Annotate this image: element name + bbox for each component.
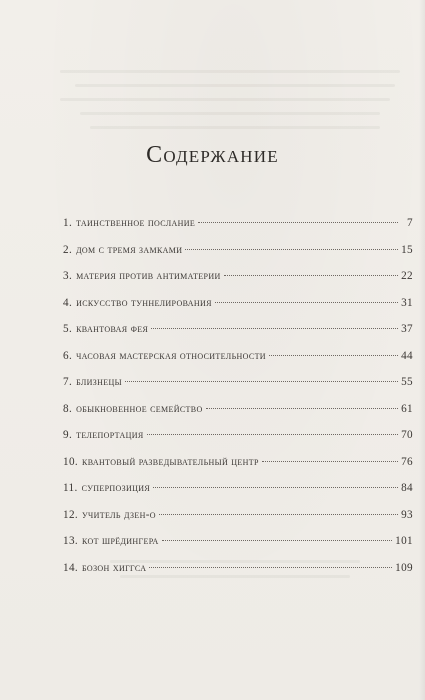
toc-dot-leader xyxy=(159,514,398,515)
toc-entry-title: учитель дзен-о xyxy=(82,508,156,521)
toc-entry xyxy=(63,270,413,297)
toc-dot-leader xyxy=(198,222,398,223)
toc-dot-leader xyxy=(151,328,398,329)
toc-entry-title: бозон хиггса xyxy=(82,561,147,574)
toc-entry-page-number: 22 xyxy=(401,270,413,282)
toc-entry-number: 8. xyxy=(63,402,73,415)
toc-entry-number: 7. xyxy=(63,376,73,388)
toc-entry xyxy=(63,482,413,509)
toc-dot-leader xyxy=(125,381,398,382)
toc-entry-number: 10. xyxy=(63,455,79,468)
toc-entry-number: 11. xyxy=(63,482,78,494)
toc-entry xyxy=(63,217,413,244)
toc-entry xyxy=(63,244,413,271)
toc-entry-title: квантовый разведывательный центр xyxy=(82,455,259,468)
toc-dot-leader xyxy=(185,249,398,250)
toc-dot-leader xyxy=(215,302,398,303)
page-edge-shadow xyxy=(419,0,425,700)
toc-entry-title: обыкновенное семейство xyxy=(76,402,203,415)
toc-entry xyxy=(63,562,413,589)
page-title: Содержание xyxy=(146,142,279,168)
toc-entry-page-number: 7 xyxy=(407,217,413,229)
toc-entry-page-number: 76 xyxy=(401,455,413,468)
toc-entry-page-number: 31 xyxy=(401,296,413,309)
toc-entry-title: дом с тремя замками xyxy=(76,243,183,256)
toc-entry xyxy=(63,429,413,456)
toc-entry-number: 12. xyxy=(63,508,79,521)
toc-entry-page-number: 70 xyxy=(401,429,413,441)
toc-dot-leader xyxy=(153,487,398,488)
bleed-through-line xyxy=(80,112,380,115)
toc-entry-number: 5. xyxy=(63,323,73,335)
toc-dot-leader xyxy=(269,355,398,356)
toc-entry-title: искусство туннелирования xyxy=(76,296,212,309)
toc-entry-page-number: 84 xyxy=(401,482,413,494)
toc-dot-leader xyxy=(262,461,398,462)
toc-entry-number: 2. xyxy=(63,243,73,256)
toc-dot-leader xyxy=(162,540,392,541)
toc-entry-number: 4. xyxy=(63,296,73,309)
toc-dot-leader xyxy=(224,275,398,276)
toc-entry-number: 6. xyxy=(63,349,73,362)
toc-entry-number: 3. xyxy=(63,270,73,282)
toc-entry-page-number: 109 xyxy=(395,561,413,574)
toc-entry-title: кот шрёдингера xyxy=(82,535,159,547)
toc-entry-page-number: 44 xyxy=(401,349,413,362)
toc-entry-page-number: 101 xyxy=(395,535,413,547)
toc-entry-title: близнецы xyxy=(76,376,122,388)
toc-entry-title: суперпозиция xyxy=(81,482,151,494)
toc-entry-title: таинственное послание xyxy=(76,217,196,229)
toc-entry-page-number: 93 xyxy=(401,508,413,521)
bleed-through-line xyxy=(60,70,400,73)
toc-dot-leader xyxy=(206,408,398,409)
bleed-through-line xyxy=(60,98,390,101)
toc-entry xyxy=(63,376,413,403)
toc-entry-page-number: 37 xyxy=(401,323,413,335)
toc-entry xyxy=(63,535,413,562)
toc-entry-page-number: 55 xyxy=(401,376,413,388)
toc-entry-title: телепортация xyxy=(76,429,144,441)
toc-entry xyxy=(63,350,413,377)
toc-dot-leader xyxy=(149,567,392,568)
toc-dot-leader xyxy=(147,434,398,435)
toc-entry-title: материя против антиматерии xyxy=(76,270,221,282)
toc-entry xyxy=(63,323,413,350)
toc-entry-title: квантовая фея xyxy=(76,323,149,335)
bleed-through-line xyxy=(75,84,395,87)
toc-entry-page-number: 15 xyxy=(401,243,413,256)
toc-entry xyxy=(63,403,413,430)
toc-entry-number: 1. xyxy=(63,217,73,229)
bleed-through-line xyxy=(90,126,380,129)
toc-entry xyxy=(63,456,413,483)
toc-entry xyxy=(63,297,413,324)
toc-entry-number: 14. xyxy=(63,561,79,574)
toc-entry-number: 9. xyxy=(63,429,73,441)
toc-entry-title: часовая мастерская относительности xyxy=(76,349,266,362)
table-of-contents xyxy=(63,217,413,588)
toc-entry-number: 13. xyxy=(63,535,79,547)
toc-entry xyxy=(63,509,413,536)
toc-entry-page-number: 61 xyxy=(401,402,413,415)
